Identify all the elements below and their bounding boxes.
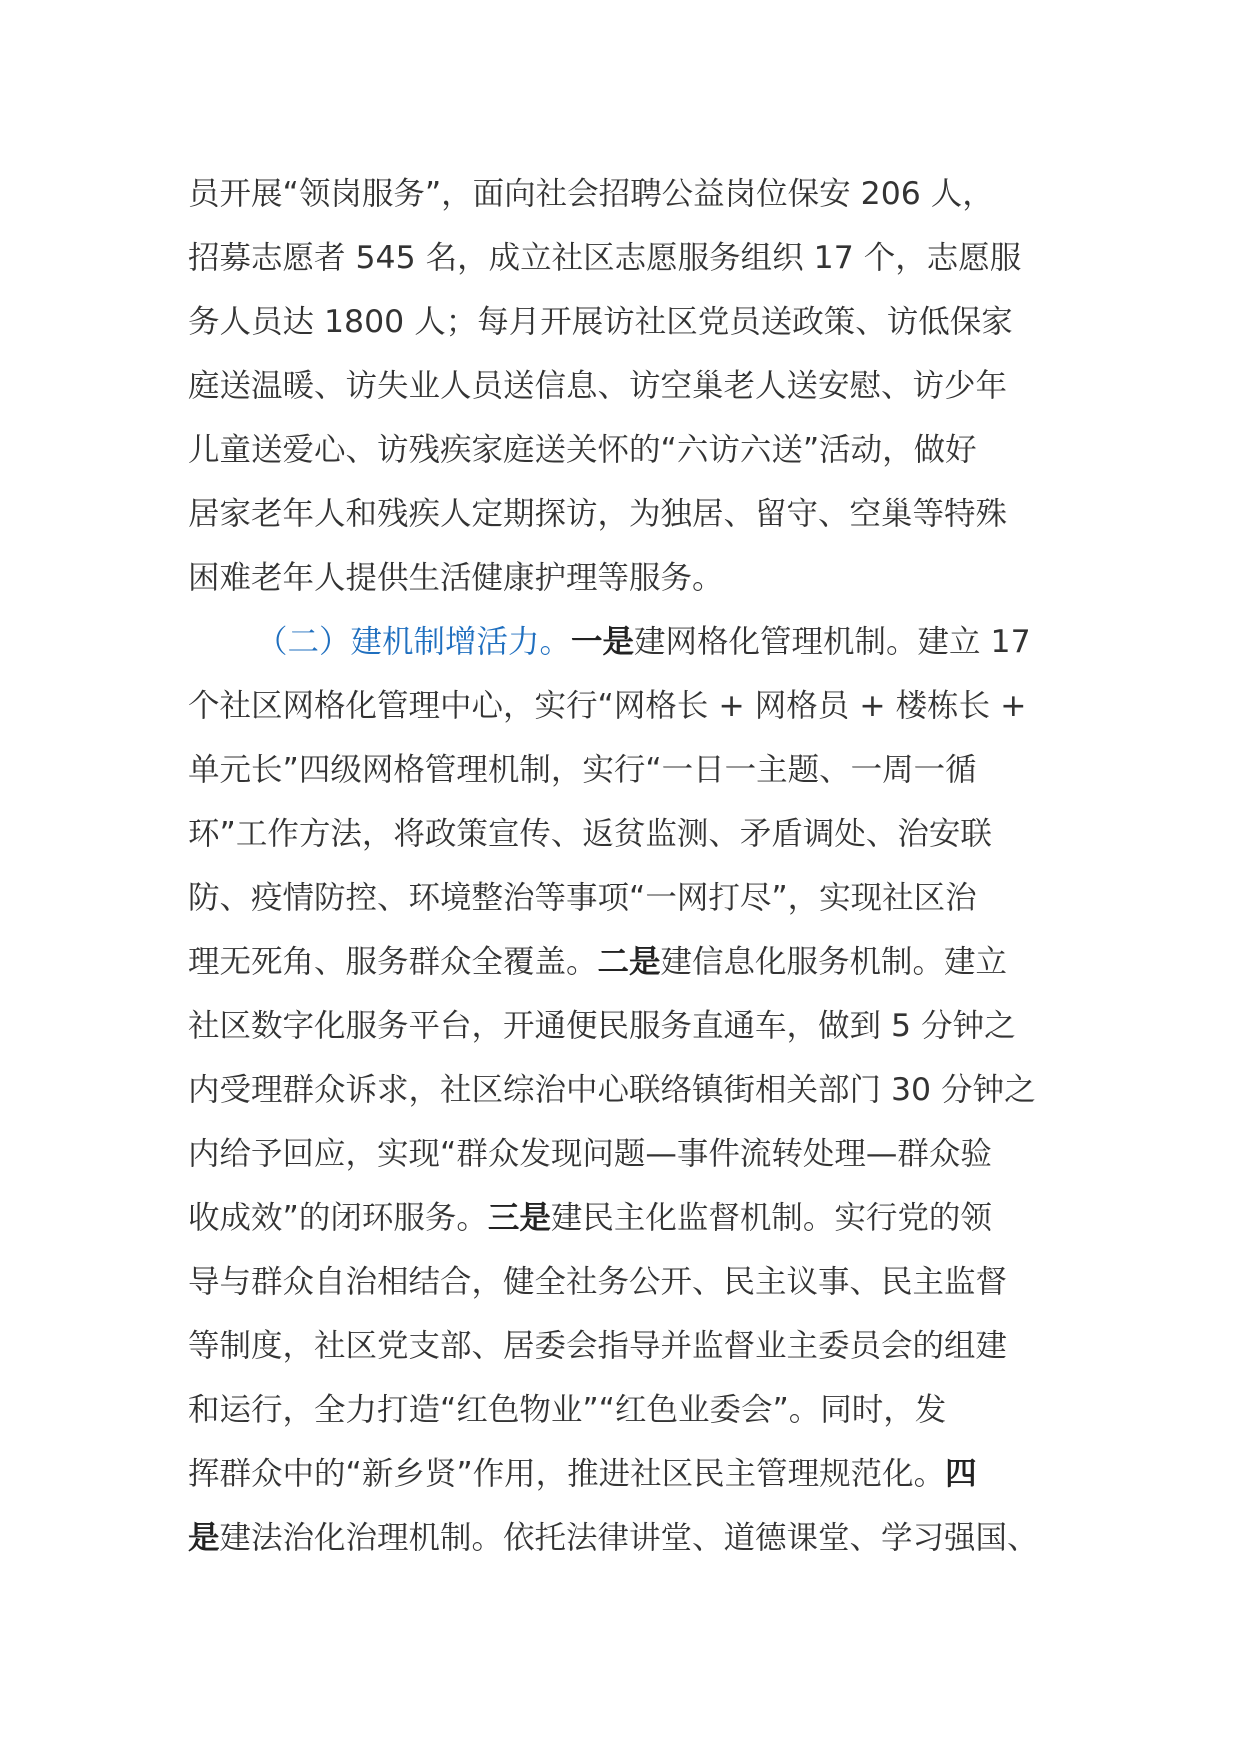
text-line: 导与群众自治相结合，健全社务公开、民主议事、民主监督 <box>188 1264 1008 1300</box>
text-line: 务人员达 1800 人；每月开展访社区党员送政策、访低保家 <box>188 304 1013 340</box>
section-heading: （二）建机制增活力。 <box>256 624 572 660</box>
bold-marker: 二是 <box>597 944 661 980</box>
bold-marker: 是 <box>188 1520 220 1556</box>
bold-marker: 三是 <box>487 1200 551 1236</box>
bold-marker: 一是 <box>571 624 635 660</box>
text-line: 防、疫情防控、环境整治等事项“一网打尽”，实现社区治 <box>188 880 977 916</box>
text-line: 单元长”四级网格管理机制，实行“一日一主题、一周一循 <box>188 752 977 788</box>
text-line: 庭送温暖、访失业人员送信息、访空巢老人送安慰、访少年 <box>188 368 1008 404</box>
text-run: 建法治化治理机制。依托法律讲堂、道德课堂、学习强国、 <box>219 1520 1039 1556</box>
paragraph-first-line <box>256 610 1031 674</box>
text-line: 个社区网格化管理中心，实行“网格长 + 网格员 + 楼栋长 + <box>188 688 1027 724</box>
text-line <box>188 1506 1039 1570</box>
text-line: 员开展“领岗服务”，面向社会招聘公益岗位保安 206 人， <box>188 176 994 212</box>
text-run: 收成效”的闭环服务。 <box>188 1200 488 1236</box>
text-line <box>188 930 1007 994</box>
text-line: 儿童送爱心、访残疾家庭送关怀的“六访六送”活动，做好 <box>188 432 977 468</box>
text-line: 招募志愿者 545 名，成立社区志愿服务组织 17 个，志愿服 <box>188 240 1022 276</box>
text-run: 理无死角、服务群众全覆盖。 <box>188 944 598 980</box>
text-line: 社区数字化服务平台，开通便民服务直通车，做到 5 分钟之 <box>188 1008 1016 1044</box>
text-run: 建网格化管理机制。建立 17 <box>634 624 1031 660</box>
text-run: 挥群众中的“新乡贤”作用，推进社区民主管理规范化。 <box>188 1456 946 1492</box>
bold-marker: 四 <box>945 1456 977 1492</box>
text-line: 和运行，全力打造“红色物业”“红色业委会”。同时，发 <box>188 1392 947 1428</box>
text-line: 内受理群众诉求，社区综治中心联络镇街相关部门 30 分钟之 <box>188 1072 1036 1108</box>
text-line: 困难老年人提供生活健康护理等服务。 <box>188 560 724 596</box>
text-line: 内给予回应，实现“群众发现问题—事件流转处理—群众验 <box>188 1136 992 1172</box>
text-run: 建信息化服务机制。建立 <box>660 944 1008 980</box>
text-line <box>188 1442 977 1506</box>
text-line <box>188 1186 992 1250</box>
text-run: 建民主化监督机制。实行党的领 <box>550 1200 992 1236</box>
text-line: 居家老年人和残疾人定期探访，为独居、留守、空巢等特殊 <box>188 496 1008 532</box>
text-line: 环”工作方法，将政策宣传、返贫监测、矛盾调处、治安联 <box>188 816 992 852</box>
text-line: 等制度，社区党支部、居委会指导并监督业主委员会的组建 <box>188 1328 1008 1364</box>
